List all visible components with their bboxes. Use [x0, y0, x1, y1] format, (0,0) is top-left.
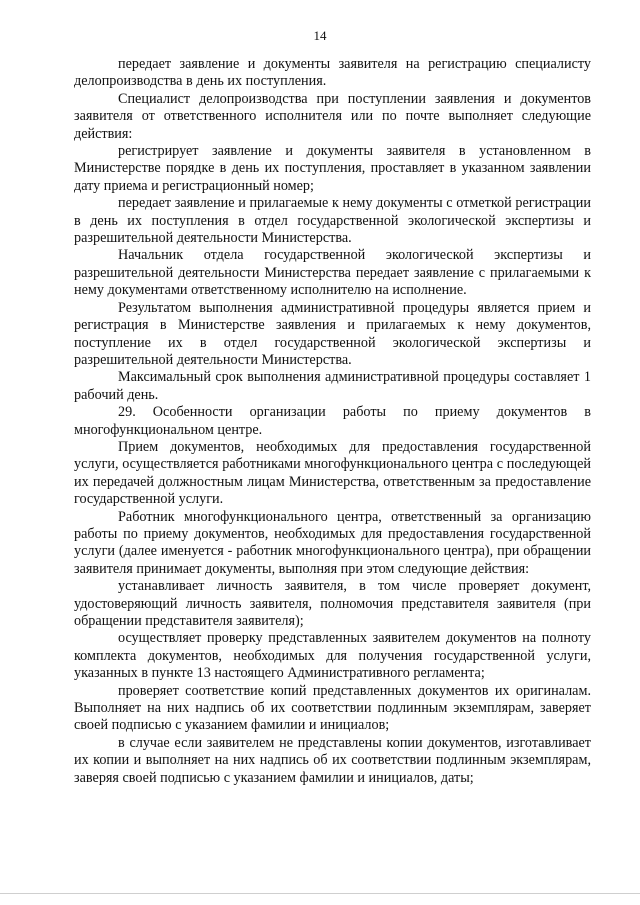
paragraph: осуществляет проверку представленных заявителем документов на полноту комплекта документов, необходимых для получения государственной услуги, указанных в пункте 13 настоящего Административного регламента;	[74, 630, 591, 682]
paragraph: передает заявление и документы заявителя на регистрацию специалисту делопроизводства в день их поступления.	[74, 56, 591, 90]
paragraph: в случае если заявителем не представлены копии документов, изготавливает их копии и выполняет на них надпись об их соответствии подлинным экземплярам, заверяя своей подписью с указанием фамилии и инициалов, даты;	[74, 734, 591, 786]
paragraph: Прием документов, необходимых для предоставления государственной услуги, осуществляется работниками многофункционального центра с последующей их передачей должностным лицам Министерства, ответственным за предоставление государственной услуги.	[74, 438, 591, 508]
paragraph: регистрирует заявление и документы заявителя в установленном в Министерстве порядке в день их поступления, проставляет в указанном заявлении дату приема и регистрационный номер;	[74, 143, 591, 194]
paragraph: Начальник отдела государственной экологической экспертизы и разрешительной деятельности Министерства передает заявление с прилагаемыми к нему документами ответственному исполнителю на исполнение.	[74, 247, 591, 299]
paragraph: устанавливает личность заявителя, в том числе проверяет документ, удостоверяющий личность заявителя, полномочия представителя заявителя (при обращении представителя заявителя);	[74, 578, 591, 629]
page-number: 14	[313, 28, 327, 43]
section-heading-29: 29. Особенности организации работы по приему документов в многофункциональном центре.	[74, 404, 591, 438]
paragraph: передает заявление и прилагаемые к нему документы с отметкой регистрации в день их поступления в отдел государственной экологической экспертизы и разрешительной деятельности Министерства.	[74, 195, 591, 247]
paragraph: Специалист делопроизводства при поступлении заявления и документов заявителя от ответственного исполнителя или по почте выполняет следующие действия:	[74, 90, 591, 142]
page-bottom-edge	[0, 893, 640, 894]
paragraph: Работник многофункционального центра, ответственный за организацию работы по приему документов, необходимых для предоставления государственной услуги (далее именуется - работник многофункционального центра), при обращении заявителя принимает документы, выполняя при этом следующие действия:	[74, 508, 591, 577]
paragraph: Максимальный срок выполнения административной процедуры составляет 1 рабочий день.	[74, 369, 591, 403]
paragraph: Результатом выполнения административной процедуры является прием и регистрация в Министерстве заявления и прилагаемых к нему документов, поступление их в отдел государственной экологической экспертизы и разрешительной деятельности Министерства.	[74, 299, 591, 368]
document-body	[74, 56, 591, 787]
paragraph: проверяет соответствие копий представленных документов их оригиналам. Выполняет на них надпись об их соответствии подлинным экземплярам, заверяет своей подписью с указанием фамилии и инициалов;	[74, 682, 591, 734]
